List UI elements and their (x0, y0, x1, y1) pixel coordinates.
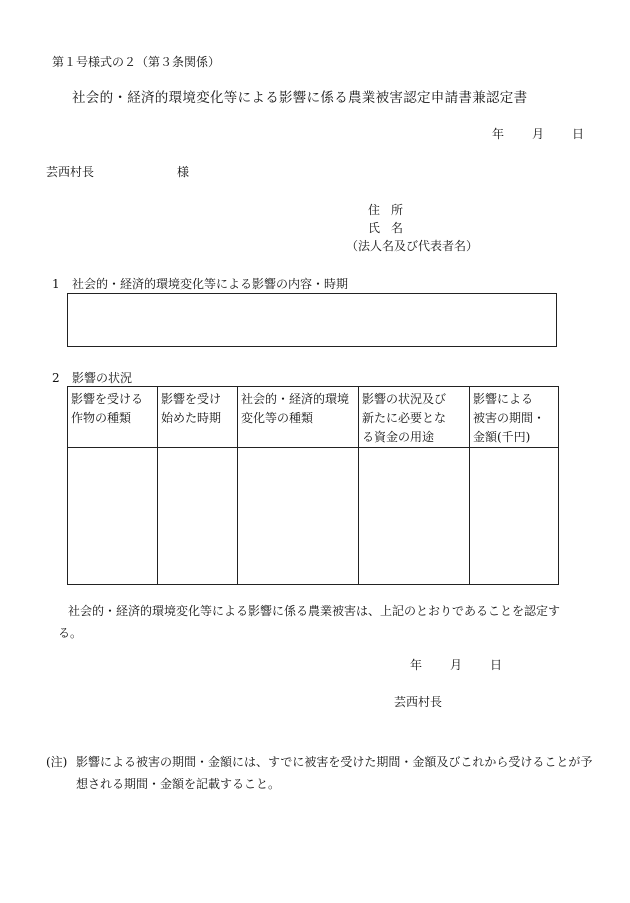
column-header-fund-use: 影響の状況及び 新たに必要とな る資金の用途 (359, 387, 470, 448)
impact-status-table (67, 386, 559, 585)
corporate-name-note: （法人名及び代表者名） (346, 239, 479, 253)
addressee-name: 芸西村長 (46, 165, 95, 179)
section2-number: 2 (52, 371, 60, 385)
footnote-text: 影響による被害の期間・金額には、すでに被害を受けた期間・金額及びこれから受けることが予想される期間・金額を記載すること。 (76, 755, 593, 791)
section2-title: 影響の状況 (72, 371, 133, 385)
address-label: 住所 (368, 203, 415, 217)
form-number: 第１号様式の２（第３条関係） (52, 55, 221, 69)
cert-year-label: 年 (410, 658, 423, 672)
damage-amount-cell[interactable] (470, 448, 559, 585)
certification-text: 社会的・経済的環境変化等による影響に係る農業被害は、上記のとおりであることを認定する。 (58, 604, 561, 640)
change-type-cell[interactable] (238, 448, 359, 585)
document-title: 社会的・経済的環境変化等による影響に係る農業被害認定申請書兼認定書 (72, 90, 528, 106)
table-header-row (68, 387, 559, 448)
crop-type-cell[interactable] (68, 448, 158, 585)
section2-heading (52, 372, 132, 384)
addressee-honorific: 様 (177, 165, 190, 179)
section1-title: 社会的・経済的環境変化等による影響の内容・時期 (72, 277, 349, 291)
application-date (492, 128, 584, 140)
footnote (46, 751, 596, 795)
section1-number: 1 (52, 277, 60, 291)
start-period-cell[interactable] (158, 448, 238, 585)
date-month-label: 月 (532, 127, 545, 141)
name-label: 氏名 (368, 221, 415, 235)
certifier-name: 芸西村長 (394, 695, 443, 709)
table-row (68, 448, 559, 585)
column-header-start-period: 影響を受け 始めた時期 (158, 387, 238, 448)
fund-use-cell[interactable] (359, 448, 470, 585)
column-header-crop-type: 影響を受ける 作物の種類 (68, 387, 158, 448)
column-header-damage-amount: 影響による 被害の期間・ 金額(千円) (470, 387, 559, 448)
impact-content-field[interactable] (67, 293, 557, 347)
certification-date (410, 659, 502, 671)
cert-month-label: 月 (450, 658, 463, 672)
date-day-label: 日 (572, 127, 585, 141)
section1-heading (52, 278, 348, 290)
footnote-prefix: (注) (46, 755, 68, 769)
cert-day-label: 日 (490, 658, 503, 672)
column-header-change-type: 社会的・経済的環境 変化等の種類 (238, 387, 359, 448)
date-year-label: 年 (492, 127, 505, 141)
